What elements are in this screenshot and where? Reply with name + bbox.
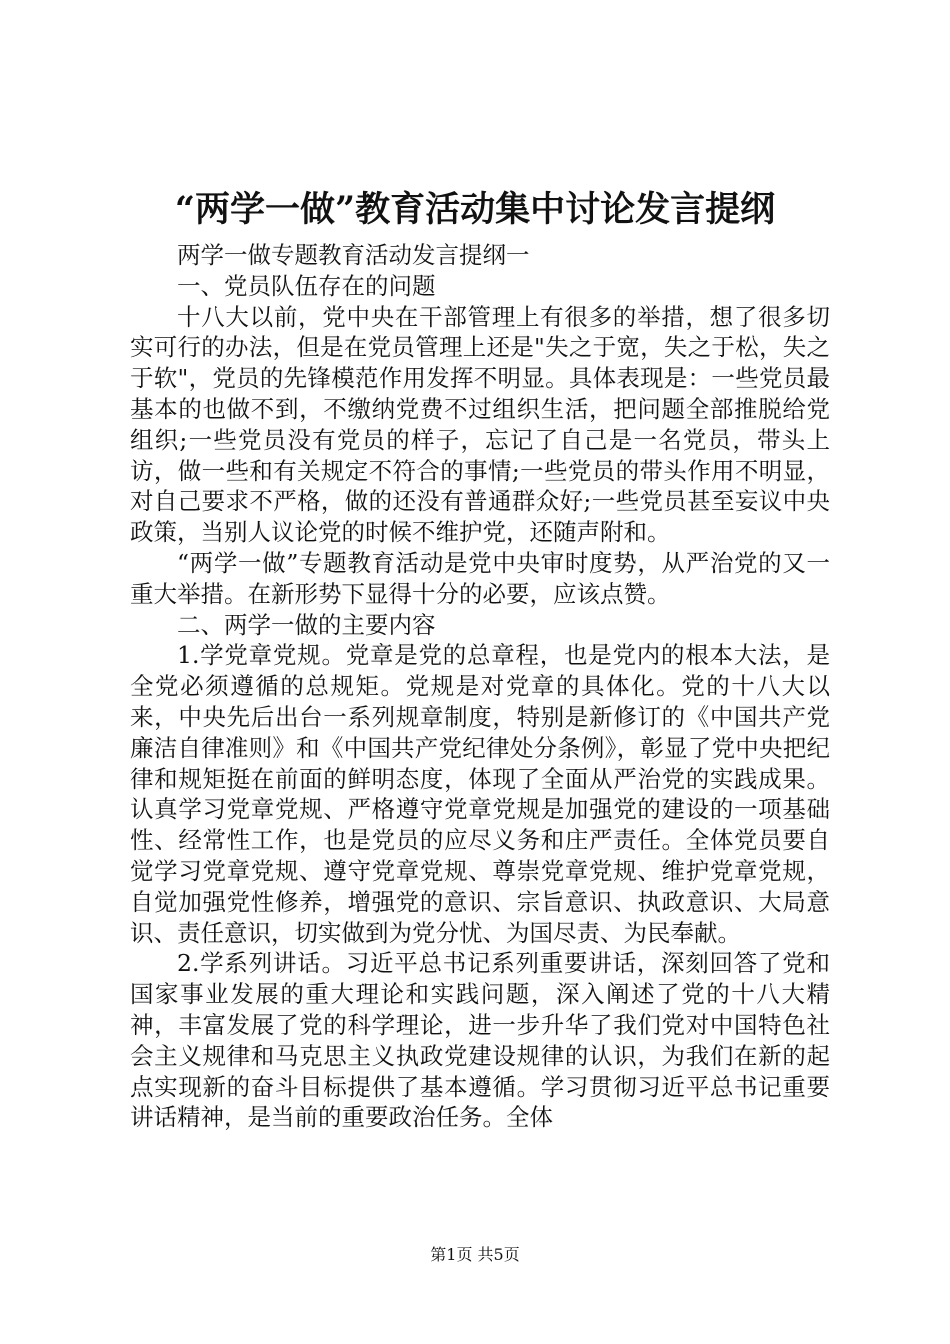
page-number-footer: 第1页 共5页 [430, 1245, 520, 1264]
paragraph-heading-outline: 两学一做专题教育活动发言提纲一 [177, 241, 530, 269]
paragraph-study-speeches: 2.学系列讲话。习近平总书记系列重要讲话，深刻回答了党和国家事业发展的重大理论和实践问题，深入阐述了党的十八大精神，丰富发展了党的科学理论，进一步升华了我们党对中国特色社会主义规律和马克思主义执政党建设规律的认识，为我们在新的起点实现新的奋斗目标提供了基本遵循。学习贯彻习近平总书记重要讲话精神，是当前的重要政治任务。全体 [130, 949, 830, 1132]
paragraph-study-party-rules: 1.学党章党规。党章是党的总章程，也是党内的根本大法，是全党必须遵循的总规矩。党规是对党章的具体化。党的十八大以来，中央先后出台一系列规章制度，特别是新修订的《中国共产党廉洁自律准则》和《中国共产党纪律处分条例》，彰显了党中央把纪律和规矩挺在前面的鲜明态度，体现了全面从严治党的实践成果。认真学习党章党规、严格遵守党章党规是加强党的建设的一项基础性、经常性工作，也是党员的应尽义务和庄严责任。全体党员要自觉学习党章党规、遵守党章党规、尊崇党章党规、维护党章党规，自觉加强党性修养，增强党的意识、宗旨意识、执政意识、大局意识、责任意识，切实做到为党分忧、为国尽责、为民奉献。 [130, 641, 830, 947]
paragraph-problems: 十八大以前，党中央在干部管理上有很多的举措，想了很多切实可行的办法，但是在党员管理上还是"失之于宽，失之于松，失之于软"，党员的先锋模范作用发挥不明显。具体表现是：一些党员最基本的也做不到，不缴纳党费不过组织生活，把问题全部推脱给党组织;一些党员没有党员的样子，忘记了自己是一名党员，带头上访，做一些和有关规定不符合的事情;一些党员的带头作用不明显，对自己要求不严格，做的还没有普通群众好;一些党员甚至妄议中央政策，当别人议论党的时候不维护党，还随声附和。 [130, 302, 830, 547]
paragraph-section-one-heading: 一、党员队伍存在的问题 [177, 271, 436, 300]
paragraph-section-two-heading: 二、两学一做的主要内容 [177, 610, 436, 639]
document-body [130, 240, 830, 1133]
paragraph-activity-significance: “两学一做”专题教育活动是党中央审时度势，从严治党的又一重大举措。在新形势下显得十分的必要，应该点赞。 [130, 548, 830, 608]
document-title: “两学一做”教育活动集中讨论发言提纲 [174, 189, 776, 230]
